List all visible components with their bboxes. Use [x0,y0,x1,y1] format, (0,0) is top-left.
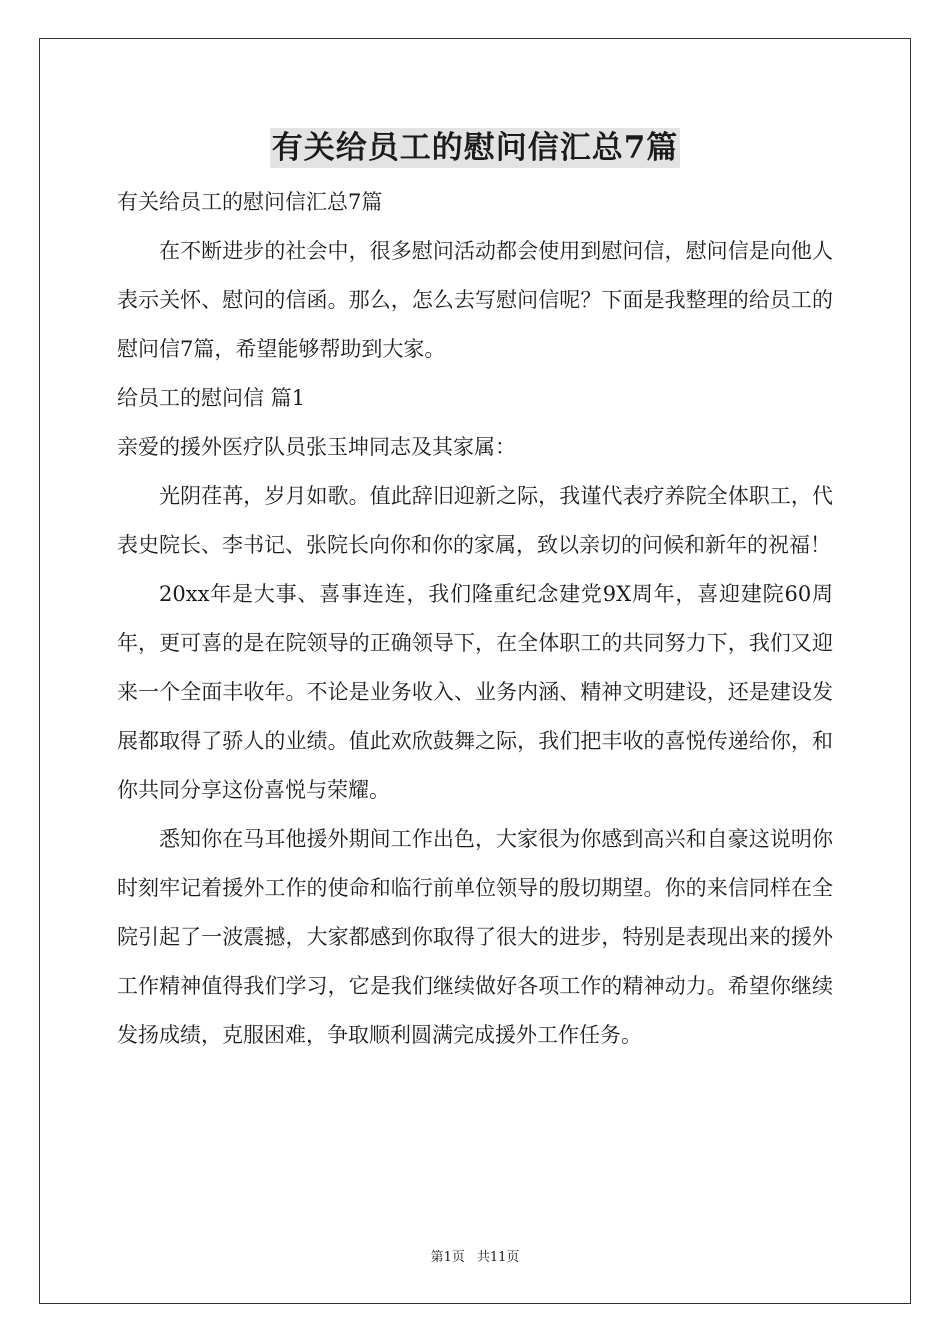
section-heading: 给员工的慰问信 篇1 [117,386,306,410]
document-body [117,178,833,1060]
page-footer [0,1248,950,1268]
body-paragraph-3: 悉知你在马耳他援外期间工作出色，大家很为你感到高兴和自豪这说明你时刻牢记着援外工作的使命和临行前单位领导的殷切期望。你的来信同样在全院引起了一波震撼，大家都感到你取得了很大的进步，特别是表现出来的援外工作精神值得我们学习，它是我们继续做好各项工作的精神动力。希望你继续发扬成绩，克服困难，争取顺利圆满完成援外工作任务。 [117,827,833,1047]
page-number: 第1页 [430,1250,465,1265]
document-subtitle: 有关给员工的慰问信汇总7篇 [117,190,383,214]
letter-salutation: 亲爱的援外医疗队员张玉坤同志及其家属： [117,435,516,459]
page-total: 共11页 [476,1250,520,1265]
intro-paragraph: 在不断进步的社会中，很多慰问活动都会使用到慰问信，慰问信是向他人表示关怀、慰问的信函。那么，怎么去写慰问信呢？下面是我整理的给员工的慰问信7篇，希望能够帮助到大家。 [117,239,833,361]
body-paragraph-2: 20xx年是大事、喜事连连，我们隆重纪念建党9X周年，喜迎建院60周年，更可喜的是在院领导的正确领导下，在全体职工的共同努力下，我们又迎来一个全面丰收年。不论是业务收入、业务内涵、精神文明建设，还是建设发展都取得了骄人的业绩。值此欢欣鼓舞之际，我们把丰收的喜悦传递给你，和你共同分享这份喜悦与荣耀。 [117,582,833,802]
body-paragraph-1: 光阴荏苒，岁月如歌。值此辞旧迎新之际，我谨代表疗养院全体职工，代表史院长、李书记、张院长向你和你的家属，致以亲切的问候和新年的祝福！ [117,484,833,557]
document-title [0,128,950,168]
document-title-text: 有关给员工的慰问信汇总7篇 [271,130,679,166]
